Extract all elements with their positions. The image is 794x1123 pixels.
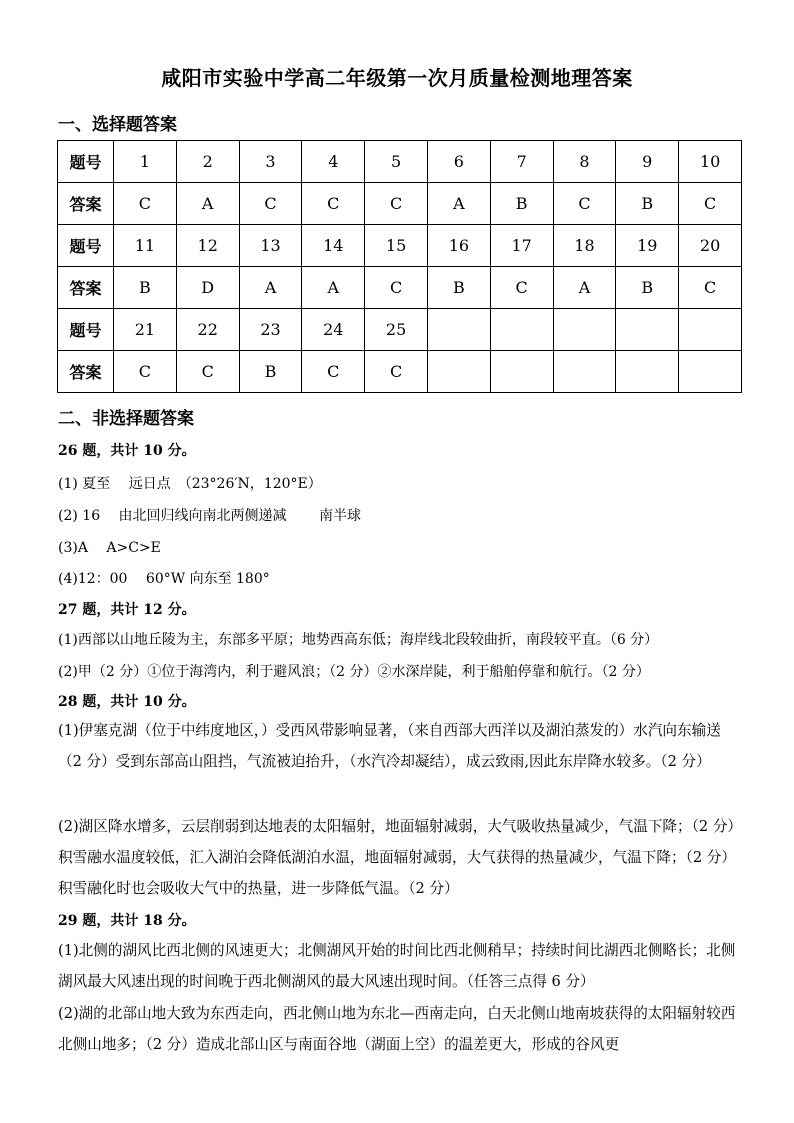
table-cell: 21	[114, 309, 177, 351]
table-cell: 1	[114, 141, 177, 183]
table-cell: 22	[176, 309, 239, 351]
table-cell: 13	[239, 225, 302, 267]
table-cell: C	[490, 267, 553, 309]
answer-table-row	[58, 309, 742, 351]
row-label: 题号	[58, 141, 114, 183]
row-label: 答案	[58, 267, 114, 309]
row-label: 题号	[58, 225, 114, 267]
table-cell	[553, 351, 616, 393]
q27-line-2: (2)甲（2 分）①位于海湾内，利于避风浪；（2 分）②水深岸陡，利于船舶停靠和航行。（2 分）	[58, 664, 650, 680]
table-cell: 18	[553, 225, 616, 267]
q26-line-3: (3)A A>C>E	[58, 540, 161, 556]
row-label: 题号	[58, 309, 114, 351]
answer-table-row	[58, 351, 742, 393]
table-cell: 3	[239, 141, 302, 183]
section-heading-choice: 一、选择题答案	[58, 115, 177, 135]
table-cell: 9	[616, 141, 679, 183]
table-cell: A	[553, 267, 616, 309]
table-cell: B	[490, 183, 553, 225]
table-cell: C	[365, 351, 428, 393]
q29-paragraph-2: (2)湖的北部山地大致为东西走向，西北侧山地为东北—西南走向，白天北侧山地南坡获得的太阳辐射较西北侧山地多；（2 分）造成北部山区与南面谷地（湖面上空）的温差更大，形成的谷风更	[58, 1005, 736, 1053]
table-cell: C	[302, 351, 365, 393]
table-cell	[679, 309, 742, 351]
table-cell	[616, 351, 679, 393]
table-cell: 2	[176, 141, 239, 183]
table-cell: 14	[302, 225, 365, 267]
table-cell: C	[114, 351, 177, 393]
table-cell	[427, 351, 490, 393]
table-cell: A	[239, 267, 302, 309]
table-cell: C	[553, 183, 616, 225]
answer-table-row	[58, 183, 742, 225]
table-cell: 19	[616, 225, 679, 267]
row-label: 答案	[58, 351, 114, 393]
table-cell: B	[239, 351, 302, 393]
table-cell: 5	[365, 141, 428, 183]
table-cell: 17	[490, 225, 553, 267]
table-cell	[679, 351, 742, 393]
q26-line-1: (1) 夏至 远日点 （23°26′N，120°E）	[58, 476, 322, 492]
table-cell: C	[239, 183, 302, 225]
q29-paragraph-1: (1)北侧的湖风比西北侧的风速更大；北侧湖风开始的时间比西北侧稍早；持续时间比湖西北侧略长；北侧湖风最大风速出现的时间晚于西北侧湖风的最大风速出现时间。（任答三点得 6 分）	[58, 942, 736, 990]
table-cell: 23	[239, 309, 302, 351]
table-cell: 15	[365, 225, 428, 267]
table-cell: C	[679, 267, 742, 309]
table-cell: B	[114, 267, 177, 309]
table-cell: C	[114, 183, 177, 225]
answer-table-row	[58, 141, 742, 183]
table-cell: C	[176, 351, 239, 393]
q27-header: 27 题，共计 12 分。	[58, 602, 196, 618]
answer-table-row	[58, 267, 742, 309]
table-cell	[553, 309, 616, 351]
q26-line-4: (4)12：00 60°W 向东至 180°	[58, 571, 270, 587]
table-cell: 20	[679, 225, 742, 267]
table-cell: A	[176, 183, 239, 225]
table-cell: 4	[302, 141, 365, 183]
table-cell: 25	[365, 309, 428, 351]
q27-line-1: (1)西部以山地丘陵为主，东部多平原；地势西高东低；海岸线北段较曲折，南段较平直。（6 分）	[58, 632, 659, 648]
table-cell: A	[302, 267, 365, 309]
table-cell: B	[427, 267, 490, 309]
table-cell: C	[302, 183, 365, 225]
table-cell: C	[365, 267, 428, 309]
table-cell: 10	[679, 141, 742, 183]
table-cell: B	[616, 267, 679, 309]
table-cell: 12	[176, 225, 239, 267]
q29-header: 29 题，共计 18 分。	[58, 913, 196, 929]
page-title: 咸阳市实验中学高二年级第一次月质量检测地理答案	[161, 66, 633, 90]
table-cell	[616, 309, 679, 351]
table-cell: B	[616, 183, 679, 225]
table-cell: 7	[490, 141, 553, 183]
table-cell: 6	[427, 141, 490, 183]
table-cell: C	[365, 183, 428, 225]
table-cell	[490, 351, 553, 393]
q26-header: 26 题，共计 10 分。	[58, 443, 196, 459]
table-cell	[427, 309, 490, 351]
table-cell: A	[427, 183, 490, 225]
table-cell: 11	[114, 225, 177, 267]
table-cell	[490, 309, 553, 351]
table-cell: 16	[427, 225, 490, 267]
q28-paragraph-2: (2)湖区降水增多，云层削弱到达地表的太阳辐射，地面辐射减弱，大气吸收热量减少，气温下降；（2 分）积雪融水温度较低，汇入湖泊会降低湖泊水温，地面辐射减弱，大气获得的热量减少，气温下降；（2 分）积雪融化时也会吸收大气中的热量，进一步降低气温。（2 分）	[58, 818, 736, 897]
table-cell: D	[176, 267, 239, 309]
table-cell: C	[679, 183, 742, 225]
q26-line-2: (2) 16 由北回归线向南北两侧递减 南半球	[58, 508, 361, 524]
answer-table-row	[58, 225, 742, 267]
table-cell: 8	[553, 141, 616, 183]
answer-table	[57, 140, 742, 393]
table-cell: 24	[302, 309, 365, 351]
q28-header: 28 题，共计 10 分。	[58, 694, 196, 710]
section-heading-nonchoice: 二、非选择题答案	[58, 409, 194, 429]
q28-paragraph-1: (1)伊塞克湖（位于中纬度地区，）受西风带影响显著，（来自西部大西洋以及湖泊蒸发的）水汽向东输送 （2 分）受到东部高山阻挡，气流被迫抬升，（水汽冷却凝结），成云致雨,因此东岸降水较多。（2 分）	[58, 722, 721, 770]
row-label: 答案	[58, 183, 114, 225]
